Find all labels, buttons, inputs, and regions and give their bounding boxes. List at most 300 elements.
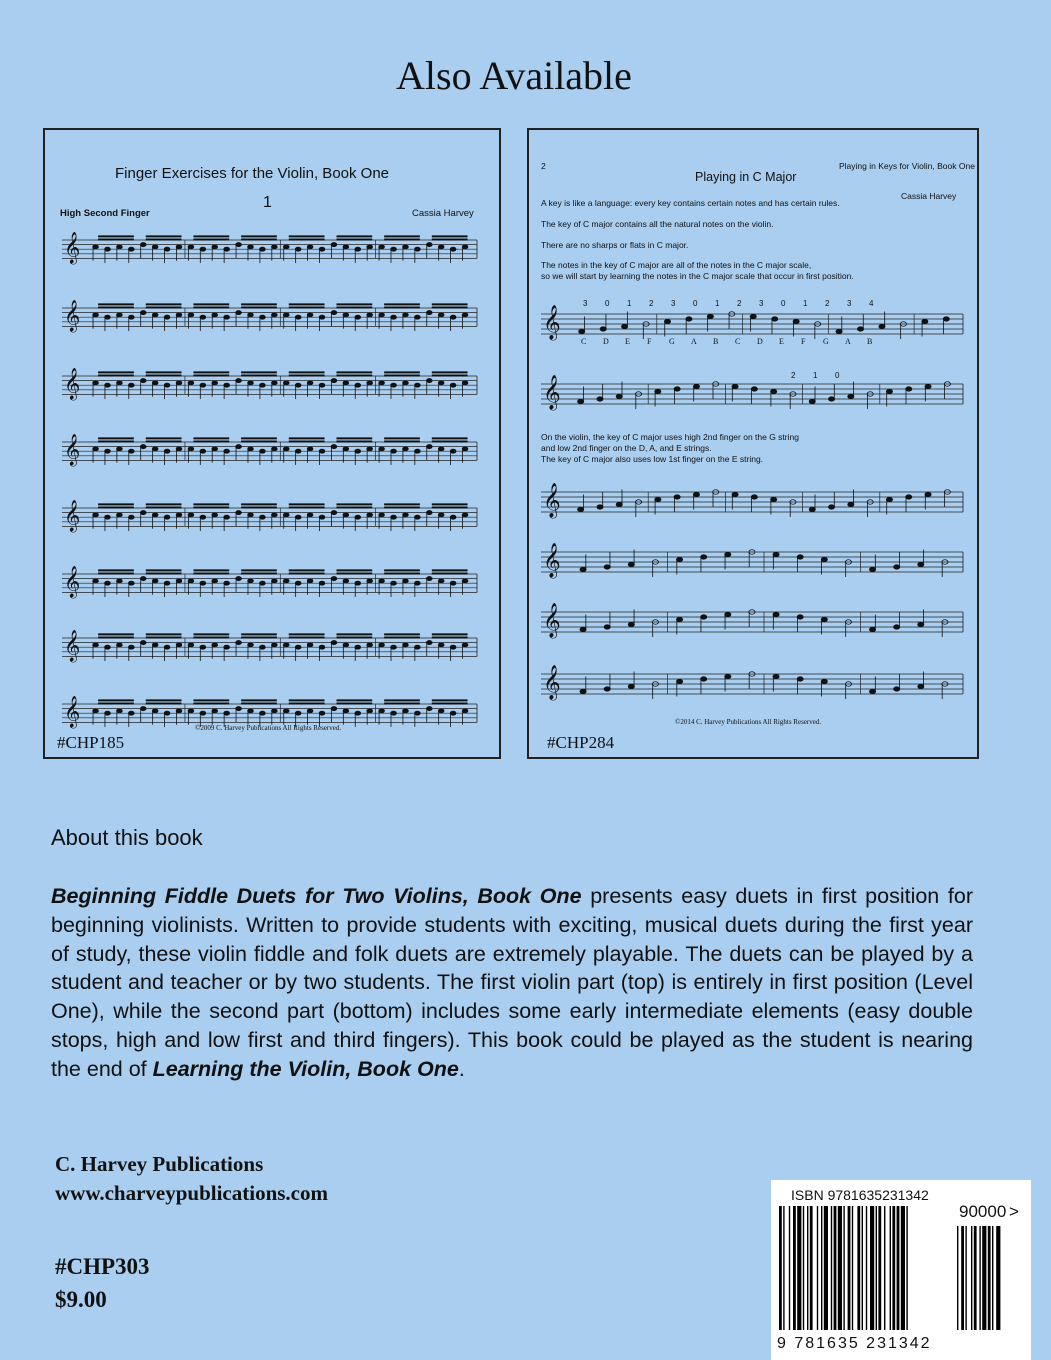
- preview-para: The notes in the key of C major are all of the notes in the C major scale,: [541, 260, 812, 270]
- preview-running-head: Playing in Keys for Violin, Book One: [839, 161, 975, 171]
- note: [307, 313, 313, 317]
- scale-labels: [581, 299, 874, 380]
- staff: [541, 483, 963, 519]
- note: [331, 445, 337, 449]
- note: [176, 381, 182, 385]
- note: [450, 315, 456, 319]
- note: [426, 379, 432, 383]
- barcode-bar: [971, 1226, 972, 1330]
- barcode-bar: [817, 1206, 818, 1330]
- note: [869, 689, 875, 694]
- note: [331, 577, 337, 581]
- preview-code: #CHP284: [547, 733, 615, 752]
- note: [271, 447, 277, 451]
- note: [857, 327, 863, 332]
- note: [283, 513, 289, 517]
- note: [355, 515, 361, 519]
- note: [140, 379, 146, 383]
- note: [821, 679, 827, 684]
- staff: [541, 665, 963, 701]
- preview-copyright: ©2014 C. Harvey Publications All Rights Reserved.: [675, 718, 822, 726]
- barcode-bar: [979, 1226, 980, 1330]
- barcode-bar: [783, 1206, 784, 1330]
- note: [616, 502, 622, 507]
- note: [260, 247, 266, 251]
- note: [105, 645, 111, 649]
- note: [236, 379, 242, 383]
- note-name: E: [625, 337, 630, 346]
- note: [773, 674, 779, 679]
- note: [403, 381, 409, 385]
- note: [379, 513, 385, 517]
- barcode-bar: [862, 1206, 863, 1330]
- note: [152, 709, 158, 713]
- note: [580, 689, 586, 694]
- svg-text:𝄞: 𝄞: [543, 543, 561, 578]
- note: [367, 709, 373, 713]
- note: [367, 245, 373, 249]
- note-name: E: [779, 337, 784, 346]
- note: [260, 515, 266, 519]
- note-name: F: [647, 337, 652, 346]
- note: [188, 709, 194, 713]
- note: [236, 707, 242, 711]
- fingering: 1: [803, 299, 808, 308]
- staff: [62, 367, 477, 401]
- note: [307, 579, 313, 583]
- note: [462, 381, 468, 385]
- note: [319, 645, 325, 649]
- note: [248, 245, 254, 249]
- note: [128, 315, 134, 319]
- note: [152, 381, 158, 385]
- note: [164, 515, 170, 519]
- note: [140, 243, 146, 247]
- note: [140, 641, 146, 645]
- note-name: C: [581, 337, 587, 346]
- note: [295, 581, 301, 585]
- fingering: 2: [737, 299, 742, 308]
- barcode-bar: [890, 1206, 891, 1330]
- note: [271, 313, 277, 317]
- note: [578, 399, 584, 404]
- note: [848, 394, 854, 399]
- isbn-label: ISBN 9781635231342: [791, 1187, 929, 1203]
- note: [450, 645, 456, 649]
- note: [93, 643, 99, 647]
- note: [367, 313, 373, 317]
- note: [307, 245, 313, 249]
- note: [93, 313, 99, 317]
- note: [295, 247, 301, 251]
- note: [331, 707, 337, 711]
- note: [403, 313, 409, 317]
- note: [128, 515, 134, 519]
- note: [809, 507, 815, 512]
- note: [725, 552, 731, 557]
- note: [224, 645, 230, 649]
- note: [415, 581, 421, 585]
- note: [128, 581, 134, 585]
- note: [152, 643, 158, 647]
- publisher-url[interactable]: www.charveypublications.com: [55, 1181, 328, 1205]
- barcode-bars: [771, 1180, 1031, 1360]
- barcode-bar: [982, 1226, 986, 1330]
- note: [307, 447, 313, 451]
- note: [686, 317, 692, 322]
- staff: [62, 499, 477, 533]
- note: [105, 449, 111, 453]
- note: [319, 711, 325, 715]
- note: [367, 381, 373, 385]
- note: [391, 247, 397, 251]
- fingering: 0: [835, 371, 840, 380]
- preview-copyright: ©2009 C. Harvey Publications All Rights Reserved.: [195, 724, 342, 732]
- note: [580, 627, 586, 632]
- note-name: D: [757, 337, 763, 346]
- note: [248, 313, 254, 317]
- note: [176, 447, 182, 451]
- note: [248, 579, 254, 583]
- svg-text:𝄞: 𝄞: [64, 694, 81, 728]
- note: [674, 495, 680, 500]
- note: [925, 492, 931, 497]
- note: [188, 381, 194, 385]
- note: [379, 245, 385, 249]
- note: [426, 445, 432, 449]
- note: [283, 381, 289, 385]
- note: [343, 643, 349, 647]
- note: [379, 709, 385, 713]
- staff: [62, 629, 477, 663]
- note: [462, 447, 468, 451]
- note: [906, 495, 912, 500]
- note: [248, 447, 254, 451]
- barcode-digits: 9 781635 231342: [777, 1335, 932, 1352]
- note: [403, 643, 409, 647]
- note: [622, 324, 628, 329]
- barcode-bar: [988, 1226, 991, 1330]
- product-code: #CHP303: [55, 1254, 150, 1279]
- note: [355, 247, 361, 251]
- svg-text:𝄞: 𝄞: [543, 305, 561, 340]
- note: [117, 643, 123, 647]
- note: [152, 245, 158, 249]
- note: [450, 581, 456, 585]
- note: [319, 515, 325, 519]
- note: [450, 711, 456, 715]
- note: [732, 384, 738, 389]
- note: [236, 311, 242, 315]
- barcode-bar: [838, 1206, 842, 1330]
- fingering: 2: [649, 299, 654, 308]
- price-code: 90000: [959, 1202, 1007, 1221]
- note: [415, 711, 421, 715]
- note-name: A: [691, 337, 697, 346]
- note: [343, 513, 349, 517]
- note: [93, 447, 99, 451]
- note: [140, 311, 146, 315]
- note: [655, 497, 661, 502]
- note: [415, 383, 421, 387]
- note: [450, 449, 456, 453]
- note: [295, 383, 301, 387]
- note: [176, 709, 182, 713]
- note: [319, 247, 325, 251]
- note: [379, 447, 385, 451]
- note: [224, 315, 230, 319]
- note: [164, 645, 170, 649]
- note: [164, 315, 170, 319]
- note: [438, 643, 444, 647]
- note: [462, 579, 468, 583]
- note: [176, 313, 182, 317]
- note: [438, 381, 444, 385]
- note: [260, 449, 266, 453]
- note: [450, 247, 456, 251]
- note: [283, 245, 289, 249]
- note: [140, 577, 146, 581]
- fingering: 0: [693, 299, 698, 308]
- note: [725, 674, 731, 679]
- note: [438, 447, 444, 451]
- note: [319, 581, 325, 585]
- note: [93, 709, 99, 713]
- note: [200, 315, 206, 319]
- note: [355, 581, 361, 585]
- note: [707, 314, 713, 319]
- staff: [541, 375, 963, 411]
- svg-text:𝄞: 𝄞: [64, 366, 81, 400]
- note: [283, 447, 289, 451]
- preview-author: Cassia Harvey: [901, 191, 957, 201]
- note: [105, 315, 111, 319]
- note: [224, 383, 230, 387]
- note: [236, 445, 242, 449]
- note: [367, 579, 373, 583]
- barcode-bar: [803, 1206, 804, 1330]
- note: [367, 513, 373, 517]
- note: [224, 581, 230, 585]
- note: [188, 313, 194, 317]
- note: [628, 684, 634, 689]
- note: [117, 709, 123, 713]
- note: [105, 711, 111, 715]
- staff: [62, 565, 477, 599]
- note: [628, 562, 634, 567]
- note-name: B: [867, 337, 873, 346]
- note: [295, 449, 301, 453]
- note: [462, 643, 468, 647]
- note: [676, 617, 682, 622]
- note: [693, 384, 699, 389]
- note: [391, 449, 397, 453]
- note: [579, 329, 585, 334]
- note: [200, 515, 206, 519]
- note: [343, 313, 349, 317]
- note: [236, 641, 242, 645]
- preview-author: Cassia Harvey: [412, 208, 474, 219]
- note: [295, 711, 301, 715]
- staff: [541, 543, 963, 579]
- svg-text:𝄞: 𝄞: [64, 298, 81, 332]
- note: [725, 612, 731, 617]
- note: [283, 313, 289, 317]
- note: [307, 513, 313, 517]
- barcode-bar: [848, 1206, 851, 1330]
- preview-para: and low 2nd finger on the D, A, and E strings.: [541, 443, 712, 453]
- note: [797, 555, 803, 560]
- note: [367, 643, 373, 647]
- svg-text:𝄞: 𝄞: [64, 628, 81, 662]
- note: [343, 381, 349, 385]
- note: [283, 709, 289, 713]
- price: $9.00: [55, 1287, 107, 1312]
- note: [415, 515, 421, 519]
- barcode-bar: [892, 1206, 895, 1330]
- svg-text:𝄞: 𝄞: [64, 498, 81, 532]
- barcode-bar: [870, 1206, 874, 1330]
- note: [200, 581, 206, 585]
- note: [676, 557, 682, 562]
- note: [379, 579, 385, 583]
- note: [462, 245, 468, 249]
- about-description: Beginning Fiddle Duets for Two Violins, Book One presents easy duets in first position for beginning violinists. Written to provide students with exciting, musical duets during the first year of study, these violin fiddle and folk duets are extremely playable. The duets can be played by a student and teacher or by two students. The first violin part (top) is entirely in first position (Level One), while the second part (bottom) includes some early intermediate elements (easy double stops, high and low first and third fingers). This book could be played as the student is nearing the end of Learning the Violin, Book One.: [51, 884, 973, 1081]
- preview-para: so we will start by learning the notes in the C major scale that occur in first position.: [541, 271, 854, 281]
- note: [869, 627, 875, 632]
- note: [925, 384, 931, 389]
- note: [260, 315, 266, 319]
- note: [331, 243, 337, 247]
- barcode-bar: [884, 1206, 885, 1330]
- note: [664, 319, 670, 324]
- note: [164, 449, 170, 453]
- note: [797, 677, 803, 682]
- note: [224, 515, 230, 519]
- note: [105, 581, 111, 585]
- note: [93, 513, 99, 517]
- note: [260, 711, 266, 715]
- note: [450, 383, 456, 387]
- note: [152, 579, 158, 583]
- note: [271, 245, 277, 249]
- preview-para: The key of C major contains all the natural notes on the violin.: [541, 219, 774, 229]
- note: [773, 552, 779, 557]
- note: [236, 577, 242, 581]
- note: [751, 495, 757, 500]
- note: [450, 515, 456, 519]
- note: [438, 579, 444, 583]
- note: [271, 513, 277, 517]
- note: [105, 247, 111, 251]
- note: [894, 625, 900, 630]
- note: [701, 677, 707, 682]
- note: [93, 381, 99, 385]
- barcode-bar: [965, 1226, 966, 1330]
- note: [140, 445, 146, 449]
- svg-text:𝄞: 𝄞: [543, 483, 561, 518]
- note: [117, 513, 123, 517]
- fingering: 4: [869, 299, 874, 308]
- note: [379, 643, 385, 647]
- note: [212, 447, 218, 451]
- barcode-bar: [821, 1206, 822, 1330]
- note: [140, 511, 146, 515]
- note: [200, 247, 206, 251]
- note: [295, 515, 301, 519]
- note: [869, 567, 875, 572]
- staff: [62, 433, 477, 467]
- note: [307, 381, 313, 385]
- note: [152, 447, 158, 451]
- note: [379, 381, 385, 385]
- barcode-bar: [906, 1206, 907, 1330]
- barcode-bar: [866, 1206, 867, 1330]
- note: [128, 383, 134, 387]
- note: [200, 383, 206, 387]
- book-preview-chp185[interactable]: [43, 128, 501, 759]
- note: [128, 645, 134, 649]
- note: [462, 313, 468, 317]
- note: [886, 389, 892, 394]
- note: [918, 562, 924, 567]
- fingering: 0: [781, 299, 786, 308]
- barcode-bar: [878, 1206, 881, 1330]
- barcode-bar: [834, 1206, 837, 1330]
- preview-exercise-number: 1: [263, 194, 272, 211]
- fingering: 3: [671, 299, 676, 308]
- note: [604, 687, 610, 692]
- svg-text:𝄞: 𝄞: [543, 375, 561, 410]
- note: [117, 245, 123, 249]
- note: [200, 645, 206, 649]
- note: [701, 555, 707, 560]
- svg-text:𝄞: 𝄞: [543, 603, 561, 638]
- svg-text:𝄞: 𝄞: [64, 564, 81, 598]
- fingering: 1: [813, 371, 818, 380]
- note-name: B: [713, 337, 719, 346]
- note: [415, 315, 421, 319]
- note: [797, 615, 803, 620]
- note: [188, 643, 194, 647]
- staff: [541, 603, 963, 639]
- note: [355, 383, 361, 387]
- svg-text:𝄞: 𝄞: [64, 432, 81, 466]
- note-name: G: [823, 337, 829, 346]
- note: [828, 505, 834, 510]
- note: [188, 245, 194, 249]
- book-preview-chp284[interactable]: [527, 128, 979, 759]
- note: [212, 513, 218, 517]
- note: [773, 612, 779, 617]
- note: [426, 641, 432, 645]
- note: [343, 579, 349, 583]
- preview-para: There are no sharps or flats in C major.: [541, 240, 689, 250]
- note: [943, 317, 949, 322]
- note: [128, 449, 134, 453]
- note: [848, 502, 854, 507]
- note: [331, 641, 337, 645]
- note: [426, 243, 432, 247]
- note: [117, 381, 123, 385]
- note: [152, 513, 158, 517]
- note: [732, 492, 738, 497]
- note: [403, 447, 409, 451]
- music-staves: [45, 130, 499, 757]
- note: [212, 245, 218, 249]
- note: [248, 381, 254, 385]
- note: [367, 447, 373, 451]
